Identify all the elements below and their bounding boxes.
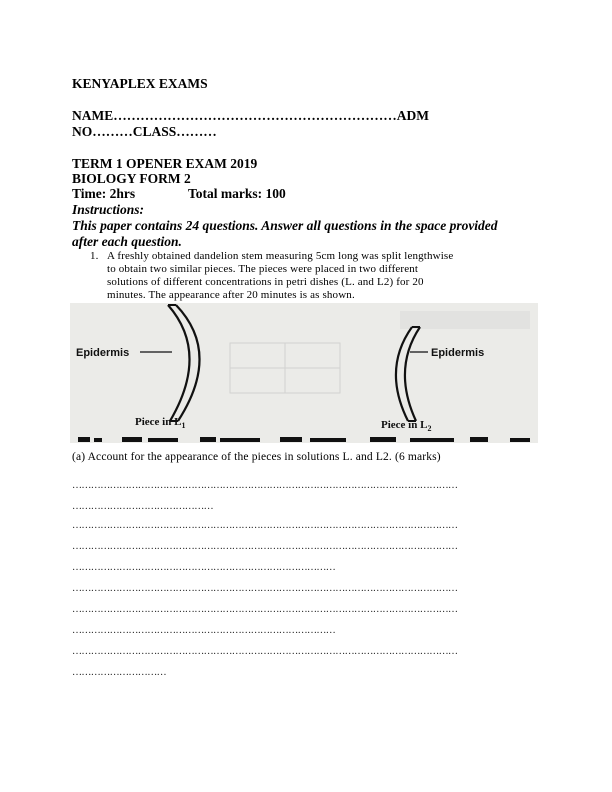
answer-line-9[interactable]: …………………………………………………………………………………………………………… <box>72 646 458 657</box>
total-marks: Total marks: 100 <box>188 186 286 201</box>
caption-piece-l2: Piece in L <box>381 419 428 431</box>
question-text-line-3: solutions of different concentrations in petri dishes (L. and L2) for 20 <box>107 276 424 288</box>
question-number: 1. <box>90 250 99 262</box>
svg-text:Piece in L2 <box>381 419 431 433</box>
name-adm-line: NAME………………………………………………………ADM <box>72 108 429 123</box>
answer-line-4[interactable]: …………………………………………………………………………………………………………… <box>72 541 458 552</box>
answer-line-7[interactable]: …………………………………………………………………………………………………………… <box>72 604 458 615</box>
caption-piece-l1-sub: 1 <box>181 421 186 430</box>
question-text-line-4: minutes. The appearance after 20 minutes is as shown. <box>107 289 355 301</box>
answer-line-5[interactable]: ………………………………………………………………………… <box>72 562 336 573</box>
answer-line-2[interactable]: ……………………………………… <box>72 501 214 512</box>
subject-title: BIOLOGY FORM 2 <box>72 171 191 186</box>
caption-piece-l1: Piece in L <box>135 416 182 428</box>
exam-title: TERM 1 OPENER EXAM 2019 <box>72 156 258 171</box>
school-name: KENYAPLEX EXAMS <box>72 76 208 91</box>
stem-pieces-diagram <box>70 303 538 443</box>
answer-line-3[interactable]: …………………………………………………………………………………………………………… <box>72 520 458 531</box>
answer-line-10[interactable]: ………………………… <box>72 667 167 678</box>
answer-line-6[interactable]: …………………………………………………………………………………………………………… <box>72 583 458 594</box>
exam-time: Time: 2hrs <box>72 186 136 201</box>
stem-pieces-figure <box>70 303 538 443</box>
instructions-line-2: after each question. <box>72 234 182 249</box>
instructions-heading: Instructions: <box>72 202 145 217</box>
epidermis-left-label: Epidermis <box>76 347 130 359</box>
question-text-line-1: A freshly obtained dandelion stem measuring 5cm long was split lengthwise <box>107 250 454 262</box>
question-text-line-2: to obtain two similar pieces. The pieces were placed in two different <box>107 263 419 275</box>
instructions-line-1: This paper contains 24 questions. Answer all questions in the space provided <box>72 218 498 233</box>
answer-line-8[interactable]: ………………………………………………………………………… <box>72 625 336 636</box>
svg-text:Piece in L1 <box>135 416 185 430</box>
epidermis-right-label: Epidermis <box>431 347 485 359</box>
question-part-a: (a) Account for the appearance of the pieces in solutions L. and L2. (6 marks) <box>72 451 441 463</box>
caption-piece-l2-sub: 2 <box>427 424 432 433</box>
no-class-line: NO………CLASS……… <box>72 124 217 139</box>
answer-line-1[interactable]: …………………………………………………………………………………………………………… <box>72 480 458 491</box>
